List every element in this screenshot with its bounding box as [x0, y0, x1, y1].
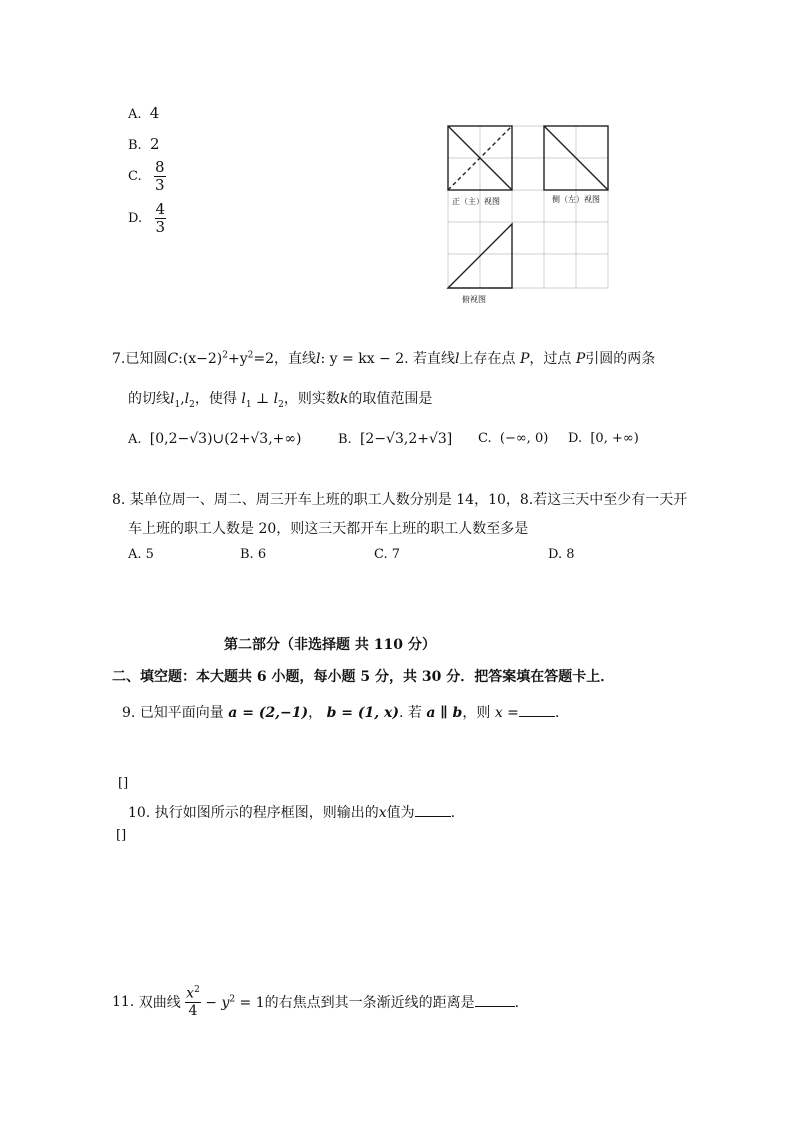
q6-option-b: B. 2	[128, 135, 160, 153]
front-view-label: 正（主）视图	[452, 197, 500, 206]
q8-line1: 8. 某单位周一、周二、周三开车上班的职工人数分别是 14，10，8.若这三天中至少有一天开	[112, 492, 688, 508]
q10-answer-blank[interactable]	[415, 804, 451, 817]
q10: 10. 执行如图所示的程序框图，则输出的x值为 .	[128, 805, 456, 821]
q6-option-c: C. $\frac{8}{3}$	[128, 158, 165, 194]
bracket-2: []	[116, 828, 127, 843]
q8-option-b: B. 6	[240, 547, 267, 562]
q8-option-d: D. 8	[548, 547, 575, 562]
q7-line2: 的切线$l_1,l_2$，使得 $l_1$ ⊥ $l_2$，则实数k的取值范围是	[128, 391, 433, 410]
q6-option-a: A. 4	[128, 104, 160, 122]
q8-line2: 车上班的职工人数是 20，则这三天都开车上班的职工人数至多是	[128, 521, 529, 537]
q6-option-d: D. $\frac{4}{3}$	[128, 200, 166, 236]
section2-heading: 二、填空题：本大题共 6 小题，每小题 5 分，共 30 分．把答案填在答题卡上．	[112, 669, 615, 685]
q7-option-b: B. [2−√3,2+√3]	[338, 431, 453, 447]
q7-line1: 7.已知圆$C:(x-2)^2+y^2=2$，直线l: y = kx − 2. 若直线l上存在点 P，过点 P引圆的两条	[112, 350, 656, 367]
q9: 9. 已知平面向量 a = (2,−1)， b = (1, x). 若 a ∥ b，则 x = .	[122, 705, 560, 721]
bracket-1: []	[118, 776, 129, 791]
q8-option-c: C. 7	[374, 547, 401, 562]
three-view-figure	[440, 120, 620, 310]
q7-option-c: C. (−∞, 0)	[478, 431, 549, 446]
q9-answer-blank[interactable]	[519, 704, 555, 717]
q11: 11. 双曲线 $\frac{x^2}{4}$ − $y^2 = 1$的右焦点到其一条渐近线的距离是 .	[112, 985, 520, 1019]
side-view-label: 侧（左）视图	[552, 195, 600, 204]
top-view-label: 俯视图	[462, 295, 486, 304]
q11-answer-blank[interactable]	[475, 994, 515, 1007]
q7-option-d: D. [0, +∞)	[568, 431, 639, 446]
part2-title: 第二部分（非选择题 共 110 分）	[224, 637, 436, 653]
q8-option-a: A. 5	[128, 547, 154, 562]
q7-option-a: A. [0,2−√3)∪(2+√3,+∞)	[128, 431, 302, 447]
